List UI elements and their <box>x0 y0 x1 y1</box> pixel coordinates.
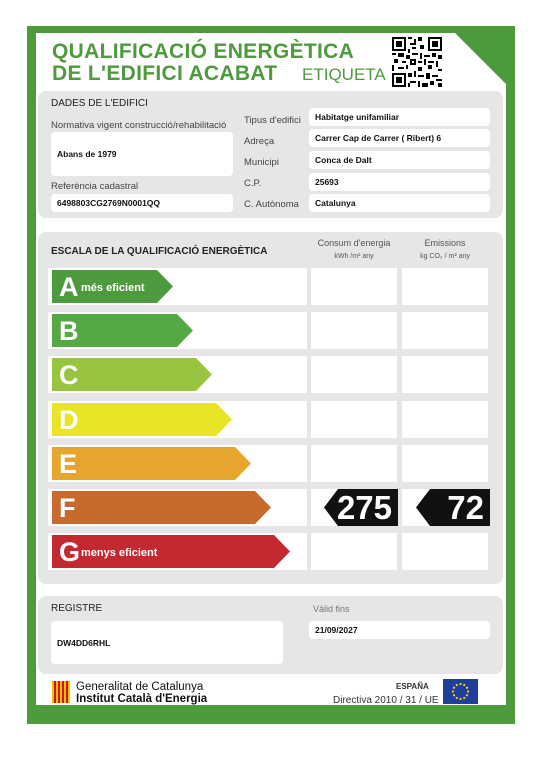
class-letter: B <box>59 316 79 346</box>
class-arrow-a <box>52 270 173 303</box>
registre-label: REGISTRE <box>51 603 103 614</box>
emissions-cell-b <box>402 312 488 349</box>
class-arrow-f <box>52 491 271 524</box>
generalitat-logo-icon <box>52 681 70 703</box>
autonoma-value: Catalunya <box>309 194 490 212</box>
emissions-cell-d <box>402 401 488 438</box>
class-letter: E <box>59 449 78 479</box>
title-line2: DE L'EDIFICI ACABAT <box>52 62 278 85</box>
emissions-unit: kg CO₂ / m² any <box>420 253 470 260</box>
municipi-value: Conca de Dalt <box>309 151 490 169</box>
cp-label: C.P. <box>244 178 262 189</box>
consum-cell-e <box>311 445 397 482</box>
class-arrow-b <box>52 314 193 347</box>
consum-cell-a <box>311 268 397 305</box>
tipus-value: Habitatge unifamiliar <box>309 108 490 126</box>
class-arrow-c <box>52 358 212 391</box>
class-letter: F <box>59 493 76 523</box>
emissions-cell-g <box>402 533 488 570</box>
autonoma-label: C. Autònoma <box>244 199 299 210</box>
adreca-value: Carrer Cap de Carrer ( Ribert) 6 <box>309 129 490 147</box>
class-sublabel: menys eficient <box>81 547 158 559</box>
consum-unit: kWh /m² any <box>334 253 374 260</box>
class-arrow-e <box>52 447 251 480</box>
emissions-rating-value: 72 <box>447 489 484 526</box>
qr-code-icon <box>392 37 442 87</box>
referencia-label: Referència cadastral <box>51 181 139 192</box>
emissions-cell-e <box>402 445 488 482</box>
emissions-cell-a <box>402 268 488 305</box>
org-line1: Generalitat de Catalunya <box>76 681 204 693</box>
emissions-cell-c <box>402 356 488 393</box>
consum-cell-c <box>311 356 397 393</box>
registre-value: DW4DD6RHL <box>51 621 283 664</box>
normativa-value: Abans de 1979 <box>51 132 233 176</box>
tipus-label: Tipus d'edifici <box>244 115 301 126</box>
consum-cell-d <box>311 401 397 438</box>
valid-label: Vàlid fins <box>313 604 350 614</box>
etiqueta-label: ETIQUETA <box>302 65 386 84</box>
consum-header: Consum d'energia <box>317 238 391 248</box>
directive-label: Directiva 2010 / 31 / UE <box>333 695 439 706</box>
cp-value: 25693 <box>309 173 490 191</box>
org-line2: Institut Català d'Energia <box>76 693 208 705</box>
eu-flag-icon <box>443 679 478 704</box>
consum-cell-g <box>311 533 397 570</box>
class-letter: D <box>59 405 79 435</box>
valid-value: 21/09/2027 <box>309 621 490 639</box>
adreca-label: Adreça <box>244 136 275 147</box>
emissions-header: Emissions <box>424 238 466 248</box>
consum-rating-value: 275 <box>336 489 392 526</box>
class-arrow-g <box>52 535 290 568</box>
class-arrow-d <box>52 403 232 436</box>
building-section-title: DADES DE L'EDIFICI <box>51 98 148 109</box>
country-label: ESPAÑA <box>396 682 429 691</box>
class-letter: C <box>59 360 79 390</box>
normativa-label: Normativa vigent construcció/rehabilitació <box>51 120 227 131</box>
municipi-label: Municipi <box>244 157 279 168</box>
consum-rating-marker <box>324 489 398 526</box>
class-letter: G <box>59 537 81 567</box>
emissions-rating-marker <box>416 489 490 526</box>
referencia-value: 6498803CG2769N0001QQ <box>51 194 233 212</box>
consum-cell-b <box>311 312 397 349</box>
class-sublabel: més eficient <box>81 282 145 294</box>
scale-title: ESCALA DE LA QUALIFICACIÓ ENERGÈTICA <box>51 246 268 257</box>
class-letter: A <box>59 272 79 302</box>
corner-fold <box>455 33 506 84</box>
title-line1: QUALIFICACIÓ ENERGÈTICA <box>52 40 355 63</box>
